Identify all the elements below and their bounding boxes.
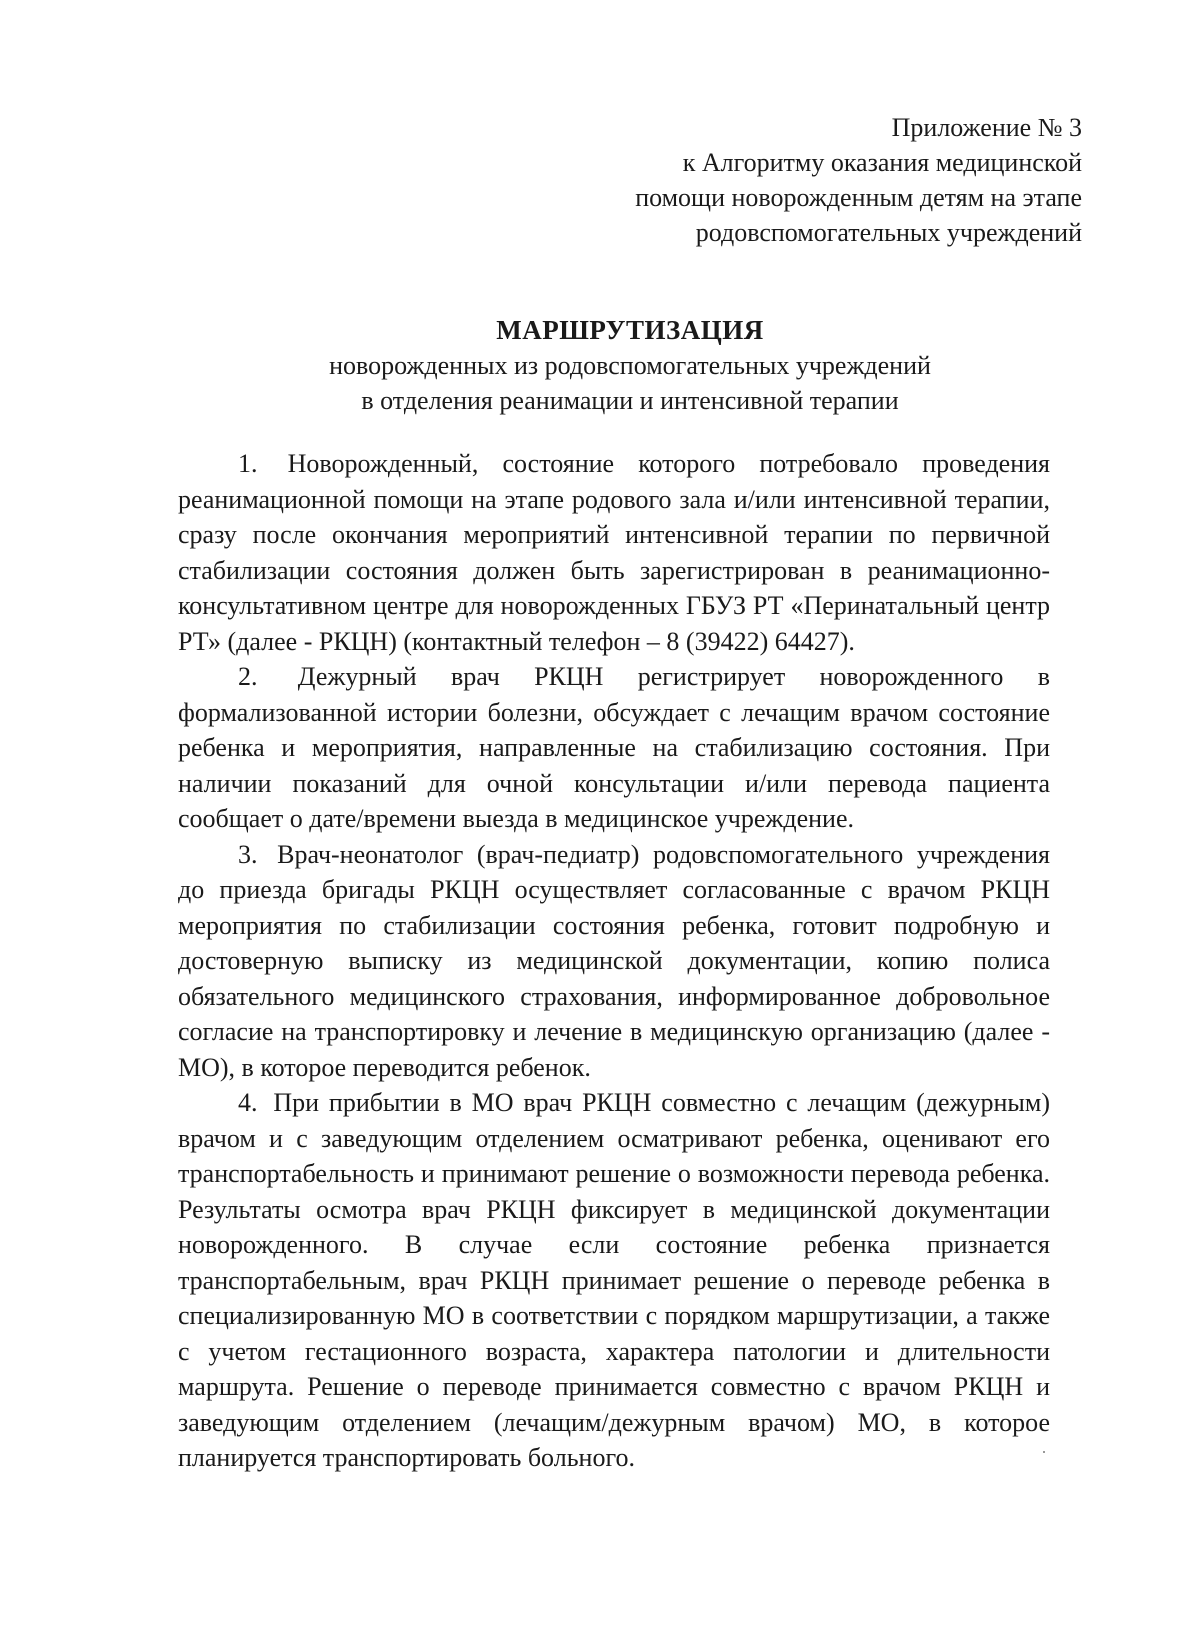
document-title: МАРШРУТИЗАЦИЯ	[496, 315, 764, 345]
document-subtitle-line-2: в отделения реанимации и интенсивной терапии	[361, 386, 899, 415]
paragraph-text: Новорожденный, состояние которого потребовало проведения реанимационной помощи на этапе родового зала и/или интенсивной терапии, сразу после окончания мероприятий интенсивной терапии по первичной стабилизации состояния должен быть зарегистрирован в реанимационно-консультативном центре для новорожденных ГБУЗ РТ «Перинатальный центр РТ» (далее - РКЦН) (контактный телефон – 8 (39422) 64427).	[178, 449, 1050, 656]
paragraph-1	[178, 446, 1050, 659]
appendix-line-2: к Алгоритму оказания медицинской	[682, 148, 1082, 177]
paragraph-2	[178, 659, 1050, 837]
paragraph-number: 2.	[238, 662, 258, 691]
document-body	[178, 446, 1050, 1476]
appendix-line-1: Приложение № 3	[891, 113, 1082, 142]
paragraph-number: 4.	[238, 1088, 258, 1117]
appendix-line-3: помощи новорожденным детям на этапе	[635, 183, 1082, 212]
paragraph-4	[178, 1085, 1050, 1476]
paragraph-number: 3.	[238, 839, 258, 869]
paragraph-text: Дежурный врач РКЦН регистрирует новорожденного в формализованной истории болезни, обсуждает с лечащим врачом состояние ребенка и мероприятия, направленные на стабилизацию состояния. При наличии показаний для очной консультации и/или перевода пациента сообщает о дате/времени выезда в медицинское учреждение.	[178, 662, 1051, 833]
document-subtitle-line-1: новорожденных из родовспомогательных учреждений	[329, 351, 931, 380]
title-block	[150, 312, 1110, 418]
paragraph-text: Врач-неонатолог (врач-педиатр) родовспомогательного учреждения до приезда бригады РКЦН осуществляет согласованные с врачом РКЦН мероприятия по стабилизации состояния ребенка, готовит подробную и достоверную выписку из медицинской документации, копию полиса обязательного медицинского страхования, информированное добровольное согласие на транспортировку и лечение в медицинскую организацию (далее - МО), в которое переводится ребенок.	[178, 839, 1051, 1082]
paragraph-text: При прибытии в МО врач РКЦН совместно с лечащим (дежурным) врачом и с заведующим отделением осматривают ребенка, оценивают его транспортабельность и принимают решение о возможности перевода ребенка. Результаты осмотра врач РКЦН фиксирует в медицинской документации новорожденного. В случае если состояние ребенка признается транспортабельным, врач РКЦН принимает решение о переводе ребенка в специализированную МО в соответствии с порядком маршрутизации, а также с учетом гестационного возраста, характера патологии и длительности маршрута. Решение о переводе принимается совместно с врачом РКЦН и заведующим отделением (лечащим/дежурным врачом) МО, в которое планируется транспортировать больного.	[178, 1088, 1050, 1472]
appendix-line-4: родовспомогательных учреждений	[695, 218, 1082, 247]
paragraph-number: 1.	[238, 449, 258, 478]
paragraph-3	[178, 837, 1050, 1086]
appendix-header	[635, 110, 1082, 250]
scan-speck	[1043, 1451, 1045, 1453]
